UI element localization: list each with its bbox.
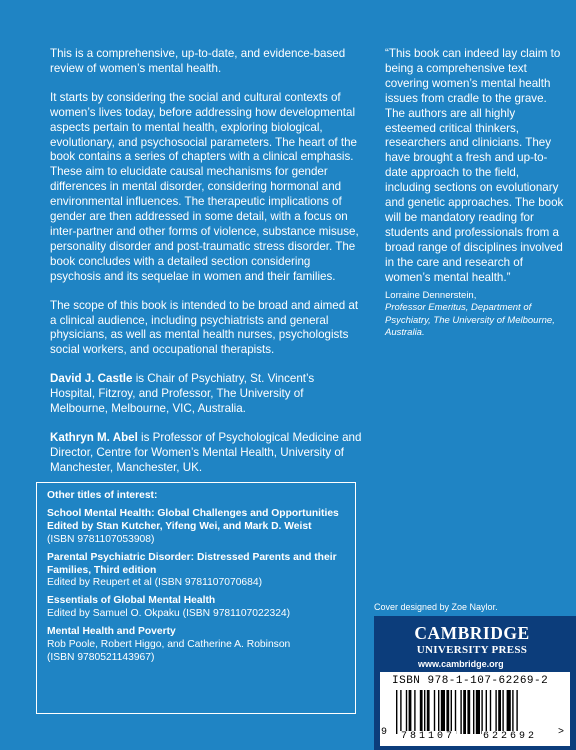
other-titles-box [36, 482, 356, 714]
other-title-editors: Rob Poole, Robert Higgo, and Catherine A. Robinson [47, 639, 291, 651]
endorser-name: Lorraine Dennerstein, [385, 289, 477, 301]
author-bio-text-2: is Professor of Psychological Medicine and Director, Centre for Women’s Mental Health, University of Manchester, Manchester, UK. [50, 430, 362, 474]
endorser-role: Professor Emeritus, Department of Psychiatry, The University of Melbourne, Australia. [385, 302, 555, 338]
author-name-2: Kathryn M. Abel [50, 430, 138, 444]
other-title-entry [47, 552, 345, 591]
blurb-paragraph-2: It starts by considering the social and cultural contexts of women’s lives today, before addressing how developmental aspects pertain to mental health, exploring biological, evolutionary, and psychosocial parameters. The heart of the book contains a series of chapters with a clinical emphasis. These aim to elucidate causal mechanisms for gender differences in mental disorder, considering hormonal and environmental influences. The therapeutic implications of gender are then addressed in some detail, with a focus on inter-partner and other forms of violence, substance misuse, personality disorder and post-traumatic stress disorder. The book concludes with a detailed section considering psychosis and its sequelae in women and their families. [50, 90, 359, 283]
barcode-end-chevron: > [558, 727, 565, 738]
other-titles-heading: Other titles of interest: [47, 490, 158, 501]
publisher-logo-subtitle: UNIVERSITY PRESS [416, 644, 528, 656]
blurb-paragraph-1: This is a comprehensive, up-to-date, and evidence-based review of women’s mental health. [50, 47, 346, 75]
other-title-isbn: (ISBN 9781107053908) [47, 533, 155, 545]
endorsement [385, 47, 565, 340]
other-title-editors: Edited by Stan Kutcher, Yifeng Wei, and Mark D. Weist [47, 520, 312, 532]
barcode-panel [380, 672, 570, 746]
book-description [50, 47, 362, 490]
other-title-entry [47, 595, 345, 621]
other-title-editors: Edited by Samuel O. Okpaku (ISBN 9781107022324) [47, 608, 291, 620]
other-title-name: Mental Health and Poverty [47, 626, 176, 638]
other-title-name: Parental Psychiatric Disorder: Distressed Parents and their Families, Third edition [47, 551, 337, 576]
cover-credit: Cover designed by Zoe Naylor. [374, 602, 498, 612]
publisher-band [374, 616, 576, 750]
publisher-url: www.cambridge.org [418, 659, 504, 669]
barcode-bars-icon [384, 690, 564, 734]
author-name-1: David J. Castle [50, 372, 133, 386]
endorsement-attribution [385, 290, 565, 340]
publisher-logo-name: CAMBRIDGE [414, 623, 530, 643]
other-title-entry [47, 508, 345, 547]
endorsement-quote: “This book can indeed lay claim to being a comprehensive text covering women’s mental health issues from cradle to the grave. The authors are all highly esteemed critical thinkers, researchers and clinicians. They have brought a fresh and up-to-date approach to the field, including sections on evolutionary and genetic approaches. The book will be mandatory reading for students and professionals from a broad range of disciplines involved in the care and research of women’s mental health.” [385, 47, 564, 284]
blurb-paragraph-3: The scope of this book is intended to be broad and aimed at a clinical audience, including psychiatrists and general physicians, as well as mental health nurses, psychologists social workers, and occupational therapists. [50, 298, 359, 357]
other-title-name: Essentials of Global Mental Health [47, 595, 216, 607]
other-title-entry [47, 626, 345, 665]
isbn-label: ISBN 978-1-107-62269-2 [392, 675, 549, 687]
other-title-editors: Edited by Reupert et al (ISBN 9781107070684) [47, 577, 263, 589]
barcode-lead-digit: 9 [381, 727, 388, 738]
author-bio-2 [50, 431, 362, 476]
barcode-left-digits: 781107 [401, 731, 456, 742]
barcode-right-digits: 622692 [483, 731, 538, 742]
author-bio-text-1: is Chair of Psychiatry, St. Vincent’s Hospital, Fitzroy, and Professor, The University of Melbourne, Melbourne, VIC, Australia. [50, 372, 315, 416]
author-bio-1 [50, 372, 362, 417]
other-title-name: School Mental Health: Global Challenges and Opportunities [47, 507, 339, 519]
other-title-isbn: (ISBN 9780521143967) [47, 651, 155, 663]
